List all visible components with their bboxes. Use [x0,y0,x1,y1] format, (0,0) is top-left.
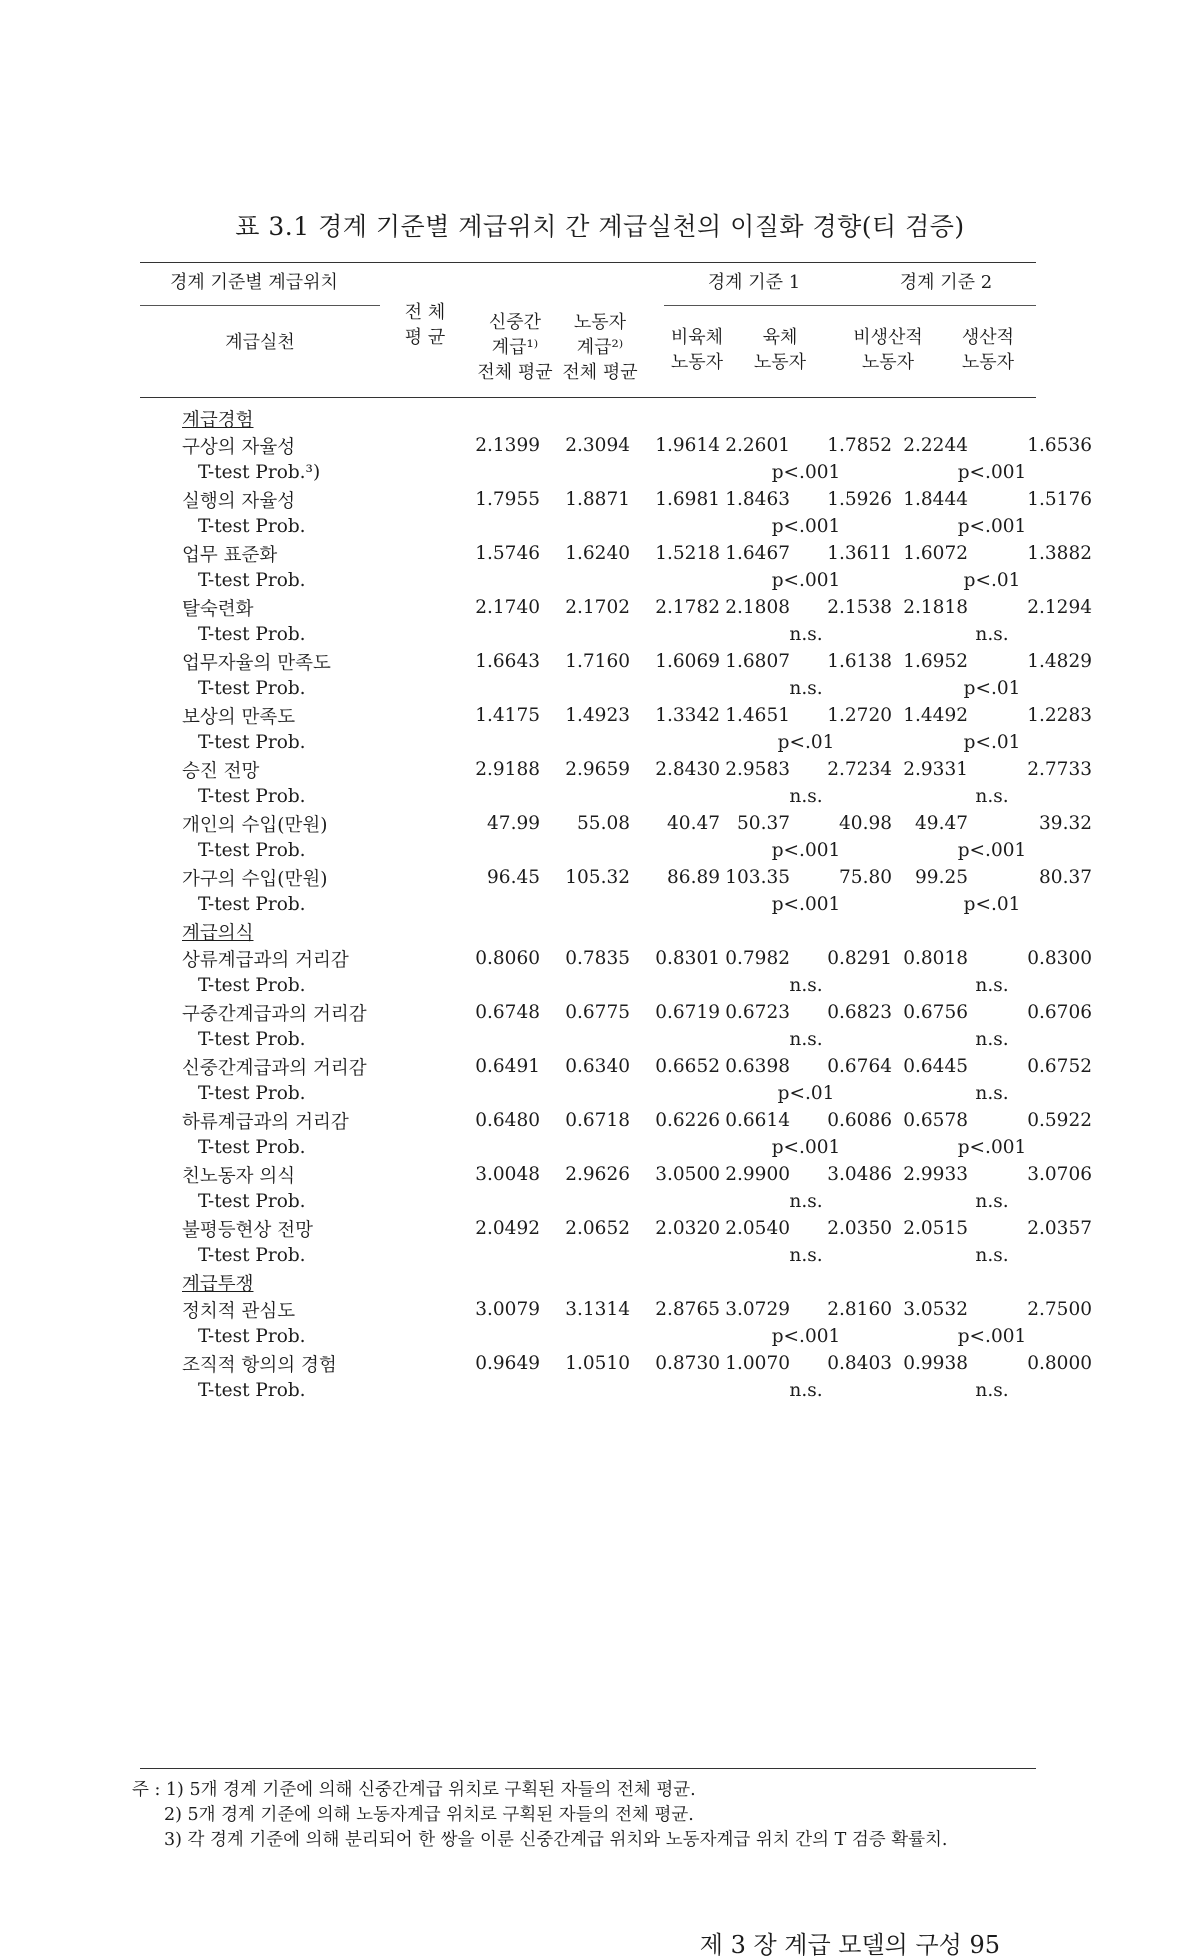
value-cell: 2.1808 [725,597,790,618]
row-label: T-test Prob. [198,786,306,807]
value-cell: 75.80 [839,867,892,888]
value-cell: 1.8463 [725,489,790,510]
row-label: T-test Prob. [198,1029,306,1050]
value-cell: 1.7852 [827,435,892,456]
prob-row [140,1134,1092,1161]
prob-boundary1: p<.001 [771,1137,841,1158]
row-label: T-test Prob. [198,1137,306,1158]
value-cell: 1.8444 [903,489,968,510]
value-cell: 2.0515 [903,1218,968,1239]
prob-boundary1: n.s. [789,786,823,807]
prob-row [140,567,1092,594]
value-cell: 47.99 [487,813,540,834]
prob-boundary2: n.s. [975,975,1009,996]
value-cell: 2.1538 [827,597,892,618]
row-label: T-test Prob. [198,678,306,699]
value-cell: 50.37 [737,813,790,834]
value-cell: 1.8871 [565,489,630,510]
value-cell: 3.0048 [475,1164,540,1185]
prob-row [140,621,1092,648]
header-bottom-rule [140,397,1036,398]
value-cell: 1.5926 [827,489,892,510]
prob-boundary2: p<.01 [963,570,1021,591]
section-label-text: 계급투쟁 [182,1273,254,1295]
section-row [140,1269,1092,1296]
value-cell: 0.5922 [1027,1110,1092,1131]
value-cell: 1.6069 [655,651,720,672]
value-cell: 3.0729 [725,1299,790,1320]
row-label: 탈숙련화 [182,598,254,620]
header-boundary2: 경계 기준 2 [899,272,993,293]
prob-boundary2: n.s. [975,624,1009,645]
value-cell: 2.8160 [827,1299,892,1320]
value-cell: 2.8765 [655,1299,720,1320]
row-label: T-test Prob. [198,1380,306,1401]
table-row [140,1350,1092,1377]
value-cell: 86.89 [667,867,720,888]
row-label: T-test Prob. [198,975,306,996]
value-cell: 0.6480 [475,1110,540,1131]
prob-boundary1: p<.001 [771,516,841,537]
prob-row [140,1242,1092,1269]
row-label: 친노동자 의식 [182,1165,296,1187]
value-cell: 96.45 [487,867,540,888]
value-cell: 1.6138 [827,651,892,672]
value-cell: 1.6536 [1027,435,1092,456]
value-cell: 0.8730 [655,1353,720,1374]
value-cell: 1.3611 [827,543,892,564]
prob-boundary1: p<.001 [771,840,841,861]
value-cell: 2.7234 [827,759,892,780]
value-cell: 2.0320 [655,1218,720,1239]
row-label: 보상의 만족도 [182,706,296,728]
value-cell: 0.6706 [1027,1002,1092,1023]
value-cell: 1.2720 [827,705,892,726]
header-b2-unproductive: 비생산적 노동자 [853,327,923,373]
prob-row [140,1026,1092,1053]
row-label: 업무 표준화 [182,544,278,566]
prob-row [140,459,1092,486]
table-row [140,1296,1092,1323]
prob-boundary1: n.s. [789,975,823,996]
prob-boundary2: p<.01 [963,894,1021,915]
value-cell: 1.4651 [725,705,790,726]
row-label: 하류계급과의 거리감 [182,1111,349,1133]
value-cell: 0.8403 [827,1353,892,1374]
section-label [140,1269,450,1296]
prob-boundary1: p<.001 [771,570,841,591]
value-cell: 1.6240 [565,543,630,564]
header-worker: 노동자 계급²⁾ 전체 평균 [562,312,638,383]
section-label [140,918,450,945]
prob-boundary2: n.s. [975,1245,1009,1266]
value-cell: 0.6226 [655,1110,720,1131]
value-cell: 1.4923 [565,705,630,726]
value-cell: 0.6752 [1027,1056,1092,1077]
row-label: 불평등현상 전망 [182,1219,313,1241]
value-cell: 0.6748 [475,1002,540,1023]
row-label: 신중간계급과의 거리감 [182,1057,367,1079]
prob-boundary2: n.s. [975,786,1009,807]
value-cell: 40.98 [839,813,892,834]
table-row [140,702,1092,729]
row-label: 상류계급과의 거리감 [182,949,349,971]
table-row [140,432,1092,459]
prob-boundary1: n.s. [789,1380,823,1401]
value-cell: 2.0357 [1027,1218,1092,1239]
header-row-label: 계급실천 [225,332,295,353]
table-row [140,540,1092,567]
footnote-1: 주 : 1) 5개 경계 기준에 의해 신중간계급 위치로 구획된 자들의 전체 평균. [132,1780,696,1800]
header-boundary-underline [664,305,1036,306]
prob-boundary2: n.s. [975,1380,1009,1401]
value-cell: 3.0532 [903,1299,968,1320]
value-cell: 0.7982 [725,948,790,969]
section-row [140,918,1092,945]
value-cell: 80.37 [1039,867,1092,888]
section-label-text: 계급경험 [182,409,254,431]
value-cell: 2.0350 [827,1218,892,1239]
value-cell: 0.6756 [903,1002,968,1023]
value-cell: 2.1740 [475,597,540,618]
value-cell: 2.0652 [565,1218,630,1239]
prob-boundary2: p<.01 [963,732,1021,753]
value-cell: 1.7955 [475,489,540,510]
table-row [140,864,1092,891]
prob-boundary1: n.s. [789,678,823,699]
value-cell: 0.8060 [475,948,540,969]
value-cell: 2.1782 [655,597,720,618]
value-cell: 3.0500 [655,1164,720,1185]
header-group-label: 경계 기준별 계급위치 [170,272,338,293]
value-cell: 2.8430 [655,759,720,780]
value-cell: 0.6718 [565,1110,630,1131]
table-row [140,486,1092,513]
row-label: 실행의 자율성 [182,490,296,512]
header-newmiddle: 신중간 계급¹⁾ 전체 평균 [477,312,553,383]
prob-row [140,1080,1092,1107]
prob-boundary2: p<.001 [957,840,1027,861]
row-label: T-test Prob. [198,1245,306,1266]
value-cell: 2.2244 [903,435,968,456]
prob-boundary1: n.s. [789,1245,823,1266]
value-cell: 2.9659 [565,759,630,780]
value-cell: 1.4829 [1027,651,1092,672]
table-row [140,1107,1092,1134]
value-cell: 1.0510 [565,1353,630,1374]
value-cell: 0.9938 [903,1353,968,1374]
value-cell: 1.6981 [655,489,720,510]
value-cell: 1.4175 [475,705,540,726]
footnote-2: 2) 5개 경계 기준에 의해 노동자계급 위치로 구획된 자들의 전체 평균. [164,1805,694,1825]
prob-boundary2: n.s. [975,1029,1009,1050]
prob-row [140,1188,1092,1215]
value-cell: 0.8301 [655,948,720,969]
section-row [140,405,1092,432]
footnotes [132,1778,948,1853]
row-label: T-test Prob.³) [198,462,321,483]
page-footer: 제 3 장 계급 모델의 구성 95 [699,1931,1000,1959]
header-b1-manual: 육체 노동자 [753,327,807,373]
value-cell: 0.9649 [475,1353,540,1374]
value-cell: 3.0079 [475,1299,540,1320]
header-total: 전 체 평 균 [404,302,446,348]
value-cell: 1.9614 [655,435,720,456]
header-boundary1: 경계 기준 1 [707,272,801,293]
value-cell: 0.6723 [725,1002,790,1023]
value-cell: 99.25 [915,867,968,888]
row-label: 구상의 자율성 [182,436,296,458]
value-cell: 39.32 [1039,813,1092,834]
value-cell: 2.0492 [475,1218,540,1239]
data-table [140,405,1092,1404]
value-cell: 2.9933 [903,1164,968,1185]
value-cell: 0.6719 [655,1002,720,1023]
prob-boundary1: p<.001 [771,1326,841,1347]
prob-boundary2: n.s. [975,1083,1009,1104]
value-cell: 2.7733 [1027,759,1092,780]
row-label: 정치적 관심도 [182,1300,296,1322]
value-cell: 2.7500 [1027,1299,1092,1320]
prob-boundary2: p<.01 [963,678,1021,699]
row-label: 가구의 수입(만원) [182,868,328,890]
value-cell: 1.5218 [655,543,720,564]
header-group-underline [140,305,380,306]
value-cell: 55.08 [577,813,630,834]
value-cell: 1.6807 [725,651,790,672]
value-cell: 0.6764 [827,1056,892,1077]
row-label: 업무자율의 만족도 [182,652,331,674]
value-cell: 0.8000 [1027,1353,1092,1374]
prob-boundary2: n.s. [975,1191,1009,1212]
value-cell: 3.1314 [565,1299,630,1320]
row-label: T-test Prob. [198,894,306,915]
value-cell: 0.7835 [565,948,630,969]
prob-boundary1: n.s. [789,624,823,645]
value-cell: 0.8018 [903,948,968,969]
value-cell: 1.7160 [565,651,630,672]
prob-row [140,1377,1092,1404]
value-cell: 1.6952 [903,651,968,672]
value-cell: 3.0486 [827,1164,892,1185]
prob-boundary2: p<.001 [957,462,1027,483]
bottom-rule [140,1768,1036,1769]
value-cell: 1.6072 [903,543,968,564]
value-cell: 0.6652 [655,1056,720,1077]
row-label: T-test Prob. [198,840,306,861]
top-rule [140,262,1036,263]
prob-boundary1: p<.001 [771,462,841,483]
table-row [140,1161,1092,1188]
prob-boundary2: p<.001 [957,516,1027,537]
row-label: T-test Prob. [198,570,306,591]
value-cell: 1.5176 [1027,489,1092,510]
value-cell: 0.8291 [827,948,892,969]
value-cell: 0.6398 [725,1056,790,1077]
prob-row [140,783,1092,810]
prob-row [140,972,1092,999]
value-cell: 1.6643 [475,651,540,672]
value-cell: 2.1294 [1027,597,1092,618]
value-cell: 2.3094 [565,435,630,456]
table-row [140,756,1092,783]
value-cell: 1.6467 [725,543,790,564]
value-cell: 3.0706 [1027,1164,1092,1185]
value-cell: 1.3342 [655,705,720,726]
row-label: T-test Prob. [198,1326,306,1347]
row-label: 조직적 항의의 경험 [182,1354,337,1376]
value-cell: 0.8300 [1027,948,1092,969]
value-cell: 0.6340 [565,1056,630,1077]
value-cell: 0.6578 [903,1110,968,1131]
table-row [140,648,1092,675]
value-cell: 2.9188 [475,759,540,780]
row-label: T-test Prob. [198,516,306,537]
header-b1-nonmanual: 비육체 노동자 [670,327,724,373]
value-cell: 0.6775 [565,1002,630,1023]
prob-boundary1: n.s. [789,1029,823,1050]
prob-boundary1: n.s. [789,1191,823,1212]
prob-boundary2: p<.001 [957,1326,1027,1347]
value-cell: 0.6823 [827,1002,892,1023]
value-cell: 1.2283 [1027,705,1092,726]
value-cell: 2.1818 [903,597,968,618]
section-label [140,405,450,432]
value-cell: 2.0540 [725,1218,790,1239]
prob-row [140,1323,1092,1350]
table-row [140,1053,1092,1080]
value-cell: 0.6614 [725,1110,790,1131]
prob-row [140,837,1092,864]
value-cell: 2.1702 [565,597,630,618]
row-label: T-test Prob. [198,624,306,645]
value-cell: 1.4492 [903,705,968,726]
row-label: 승진 전망 [182,760,260,782]
prob-row [140,675,1092,702]
value-cell: 1.5746 [475,543,540,564]
value-cell: 1.0070 [725,1353,790,1374]
table-row [140,810,1092,837]
prob-boundary1: p<.01 [777,1083,835,1104]
value-cell: 0.6491 [475,1056,540,1077]
value-cell: 1.3882 [1027,543,1092,564]
prob-row [140,891,1092,918]
value-cell: 2.9331 [903,759,968,780]
value-cell: 2.9626 [565,1164,630,1185]
value-cell: 2.2601 [725,435,790,456]
table-row [140,945,1092,972]
row-label: T-test Prob. [198,1191,306,1212]
value-cell: 0.6086 [827,1110,892,1131]
value-cell: 2.9583 [725,759,790,780]
row-label: 구중간계급과의 거리감 [182,1003,367,1025]
table-row [140,1215,1092,1242]
prob-boundary1: p<.001 [771,894,841,915]
value-cell: 0.6445 [903,1056,968,1077]
table-row [140,999,1092,1026]
table-row [140,594,1092,621]
prob-boundary2: p<.001 [957,1137,1027,1158]
row-label: T-test Prob. [198,1083,306,1104]
prob-boundary1: p<.01 [777,732,835,753]
value-cell: 105.32 [565,867,630,888]
footnote-3: 3) 각 경계 기준에 의해 분리되어 한 쌍을 이룬 신중간계급 위치와 노동자계급 위치 간의 T 검증 확률치. [164,1830,948,1850]
value-cell: 2.1399 [475,435,540,456]
prob-row [140,513,1092,540]
section-label-text: 계급의식 [182,922,254,944]
table-title: 표 3.1 경계 기준별 계급위치 간 계급실천의 이질화 경향(티 검증) [235,212,965,241]
value-cell: 40.47 [667,813,720,834]
prob-row [140,729,1092,756]
value-cell: 103.35 [725,867,790,888]
value-cell: 49.47 [915,813,968,834]
row-label: 개인의 수입(만원) [182,814,328,836]
row-label: T-test Prob. [198,732,306,753]
header-b2-productive: 생산적 노동자 [961,327,1015,373]
value-cell: 2.9900 [725,1164,790,1185]
